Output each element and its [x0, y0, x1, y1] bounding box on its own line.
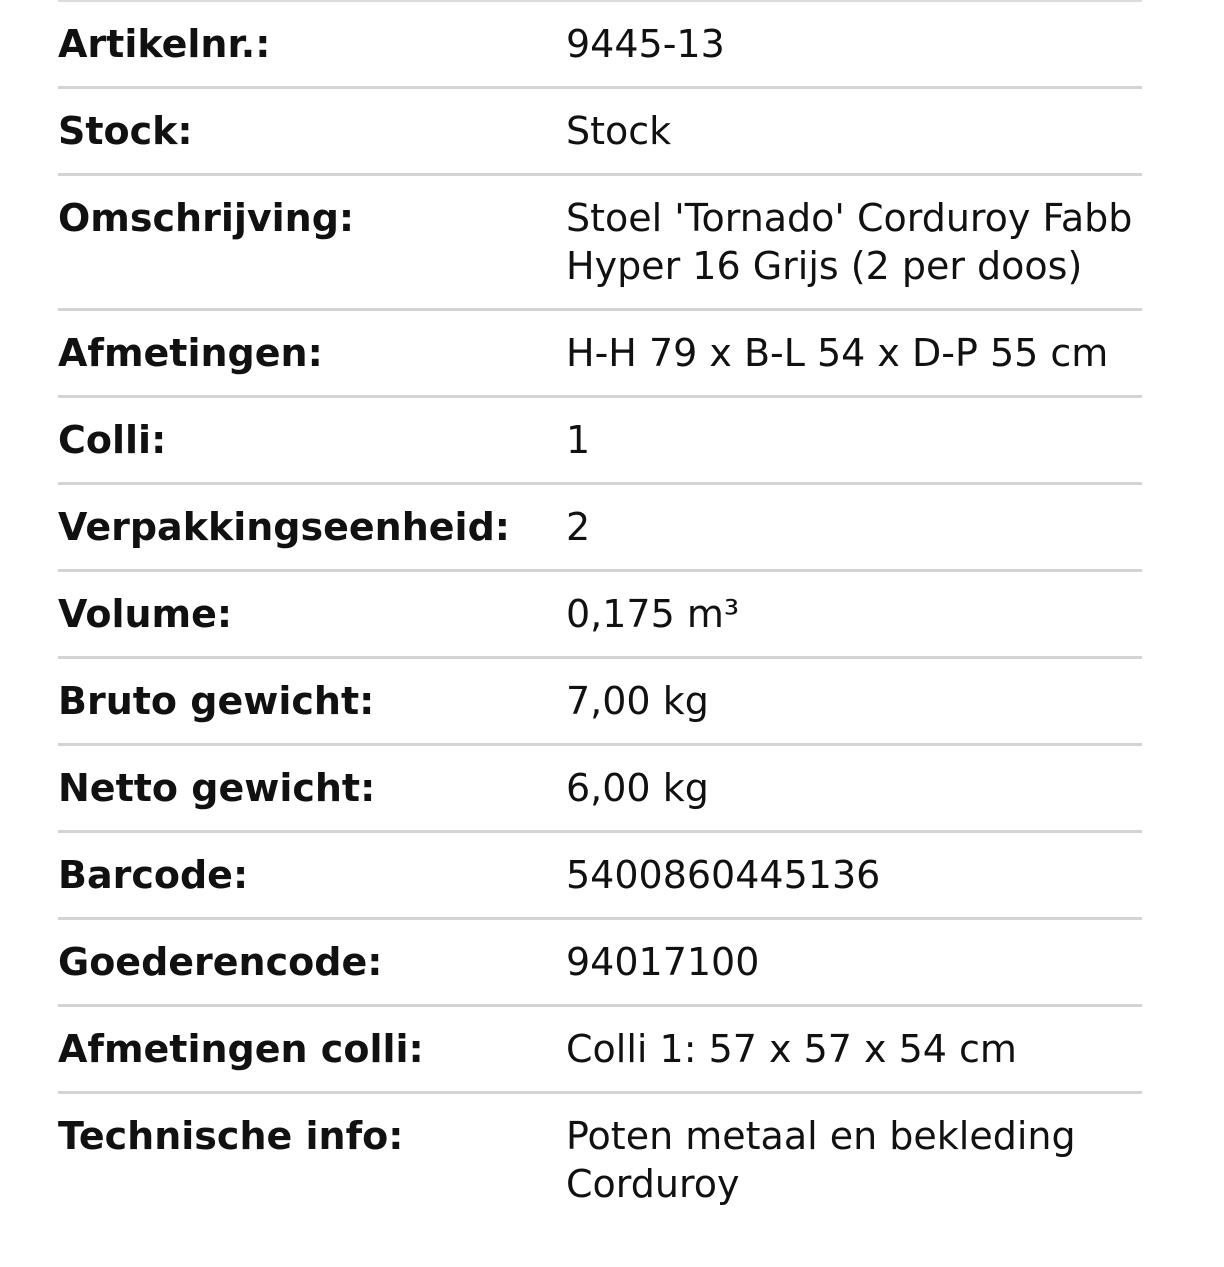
spec-label: Artikelnr.:: [58, 22, 271, 66]
spec-value: 6,00 kg: [566, 766, 709, 810]
spec-label: Barcode:: [58, 853, 249, 897]
spec-value: Colli 1: 57 x 57 x 54 cm: [566, 1027, 1017, 1071]
spec-row-volume: [58, 571, 1142, 658]
spec-label: Colli:: [58, 418, 167, 462]
spec-row-omschrijving: [58, 175, 1142, 310]
spec-value: 1: [566, 418, 591, 462]
spec-row-verpakkingseenheid: [58, 484, 1142, 571]
spec-row-technische-info: [58, 1093, 1142, 1227]
spec-row-colli: [58, 397, 1142, 484]
spec-row-goederencode: [58, 919, 1142, 1006]
spec-row-barcode: [58, 832, 1142, 919]
spec-label: Goederencode:: [58, 940, 383, 984]
spec-value: Stock: [566, 109, 672, 153]
spec-row-artikelnr: [58, 1, 1142, 88]
spec-value: 94017100: [566, 940, 760, 984]
spec-label: Volume:: [58, 592, 233, 636]
spec-row-bruto-gewicht: [58, 658, 1142, 745]
spec-value: 2: [566, 505, 591, 549]
spec-value: 7,00 kg: [566, 679, 709, 723]
spec-label: Netto gewicht:: [58, 766, 376, 810]
spec-label: Verpakkingseenheid:: [58, 505, 510, 549]
spec-row-stock: [58, 88, 1142, 175]
spec-label: Afmetingen colli:: [58, 1027, 424, 1071]
product-specs-table: [58, 0, 1142, 1226]
spec-row-afmetingen: [58, 310, 1142, 397]
spec-value: Stoel 'Tornado' Corduroy Fabb Hyper 16 Grijs (2 per doos): [566, 196, 1133, 288]
spec-row-afmetingen-colli: [58, 1006, 1142, 1093]
spec-value: H-H 79 x B-L 54 x D-P 55 cm: [566, 331, 1109, 375]
spec-label: Omschrijving:: [58, 196, 355, 240]
spec-label: Stock:: [58, 109, 193, 153]
spec-label: Afmetingen:: [58, 331, 323, 375]
spec-row-netto-gewicht: [58, 745, 1142, 832]
spec-value: 0,175 m³: [566, 592, 740, 636]
spec-label: Technische info:: [58, 1114, 404, 1158]
spec-value: 9445-13: [566, 22, 725, 66]
spec-value: Poten metaal en bekleding Corduroy: [566, 1114, 1076, 1206]
spec-value: 5400860445136: [566, 853, 881, 897]
spec-label: Bruto gewicht:: [58, 679, 375, 723]
